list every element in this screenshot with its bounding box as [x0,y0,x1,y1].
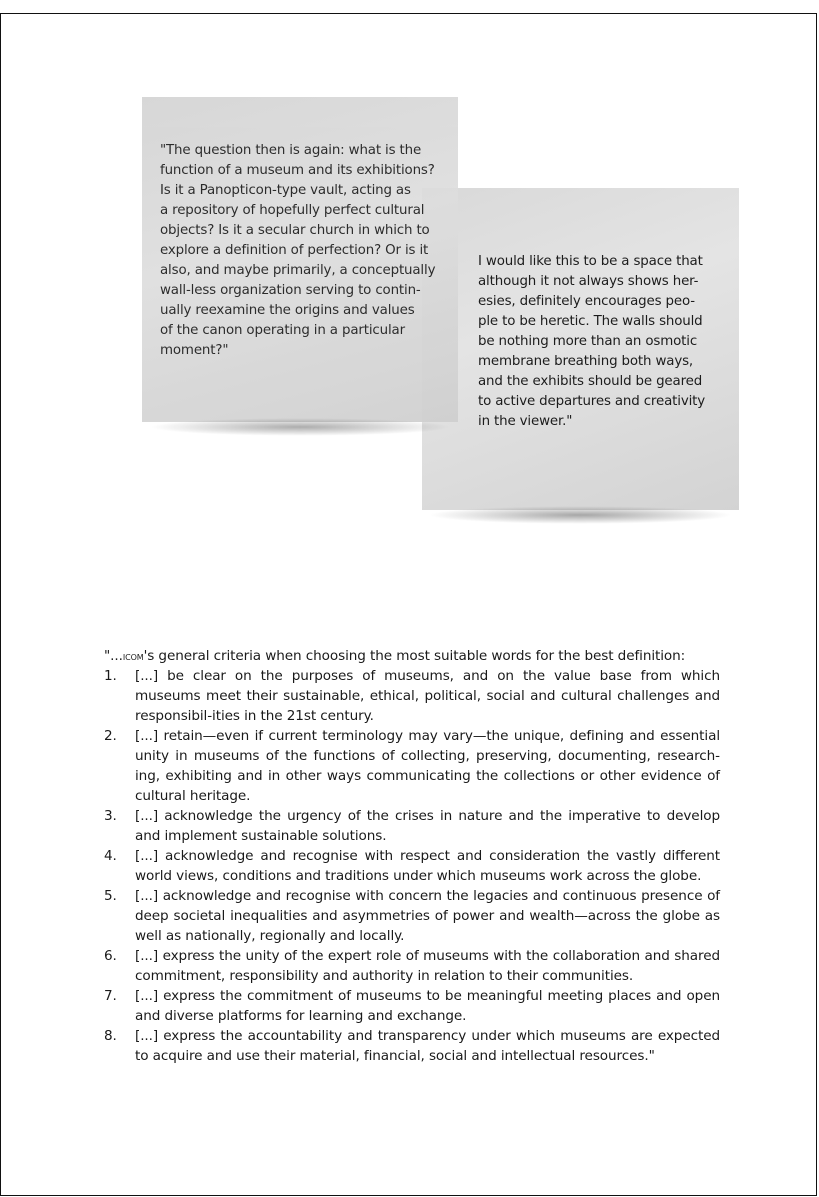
sticky-note-left [142,97,458,422]
criteria-intro [104,646,720,666]
item-text: [...] acknowledge the urgency of the crises in nature and the imperative to develop and implement sustainable solutions. [135,808,720,844]
list-item [104,726,720,806]
list-item [104,1026,720,1066]
intro-rest: 's general criteria when choosing the most suitable words for the best definition: [143,648,686,664]
intro-org: icom [122,649,144,663]
item-number: 8. [104,1028,117,1044]
item-number: 2. [104,728,117,744]
item-text: [...] be clear on the purposes of museums, and on the value base from which museums meet their sustainable, ethical, political, social and cultural challenges and responsibil-ities in the 21st century. [135,668,720,724]
criteria-section [104,646,720,1066]
item-number: 5. [104,888,117,904]
item-text: [...] express the commitment of museums to be meaningful meeting places and open and diverse platforms for learning and exchange. [135,988,720,1024]
criteria-list [104,666,720,1066]
list-item [104,946,720,986]
item-text: [...] express the accountability and transparency under which museums are expected to acquire and use their material, financial, social and intellectual resources." [135,1028,720,1064]
list-item [104,666,720,726]
item-number: 3. [104,808,117,824]
item-text: [...] express the unity of the expert role of museums with the collaboration and shared commitment, responsibility and authority in relation to their communities. [135,948,720,984]
item-number: 4. [104,848,117,864]
note-left-text: "The question then is again: what is the function of a museum and its exhibitions? Is it a Panopticon-type vault, acting as a repository of hopefully perfect cultural objects? Is it a secular church in which to explore a definition of perfection? Or is it also, and maybe primarily, a conceptually wall-less organization serving to contin- ually reexamine the origins and values of the canon operating in a particular moment?" [160,143,436,358]
list-item [104,846,720,886]
item-number: 6. [104,948,117,964]
item-text: [...] acknowledge and recognise with concern the legacies and continuous presence of deep societal inequalities and asymmetries of power and wealth—across the globe as well as nationally, regionally and locally. [135,888,720,944]
item-text: [...] retain—even if current terminology may vary—the unique, defining and essential unity in museums of the functions of collecting, preserving, documenting, research-ing, exhibiting and in other ways communicating the collections or other evidence of cultural heritage. [135,728,720,804]
sticky-note-right [422,188,739,510]
item-text: [...] acknowledge and recognise with respect and consideration the vastly different world views, conditions and traditions under which museums work across the globe. [135,848,720,884]
list-item [104,986,720,1026]
item-number: 1. [104,668,117,684]
note-right-text: I would like this to be a space that although it not always shows her- esies, definitely encourages peo- ple to be heretic. The walls should be nothing more than an osmotic membrane breathing both ways, and the exhibits should be geared to active departures and creativity in the viewer." [478,254,706,429]
list-item [104,886,720,946]
item-number: 7. [104,988,117,1004]
intro-prefix: "... [104,648,123,664]
list-item [104,806,720,846]
